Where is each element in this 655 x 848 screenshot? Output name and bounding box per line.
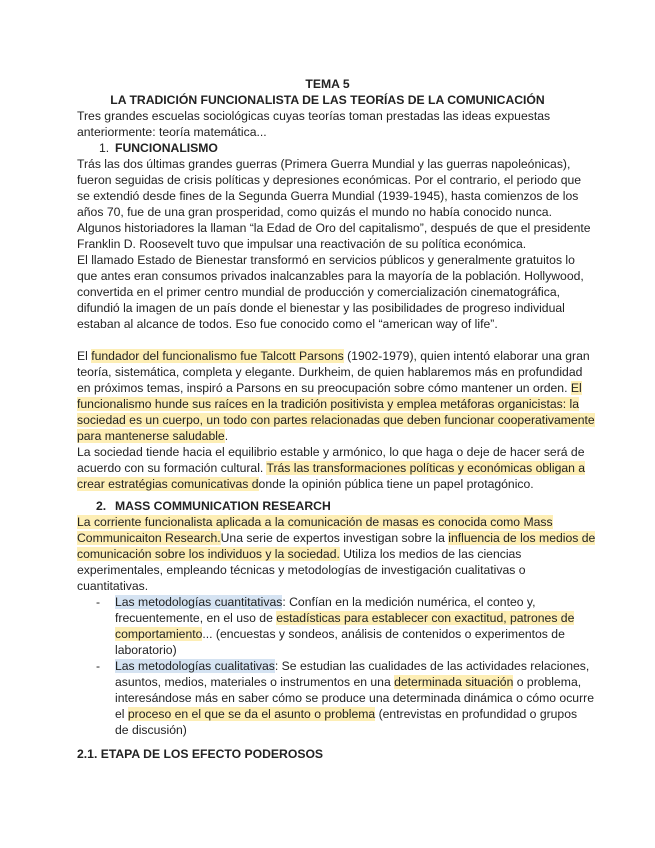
highlight-yellow: Communicaiton Research. bbox=[77, 531, 221, 545]
section21-heading: 2.1. ETAPA DE LOS EFECTO PODEROSOS bbox=[77, 747, 324, 761]
highlight-yellow: para mantenerse saludable bbox=[77, 429, 225, 443]
s2-line-2 bbox=[77, 530, 595, 546]
s1-p2-line-2: teoría, sistemática, completa y elegante. Durkheim, de quien hablaremos más en profundidad bbox=[77, 365, 583, 379]
doc-subtitle: LA TRADICIÓN FUNCIONALISTA DE LAS TEORÍAS DE LA COMUNICACIÓN bbox=[110, 93, 545, 107]
s1-p1-line-7: El llamado Estado de Bienestar transformó en servicios públicos y generalmente gratuitos lo bbox=[77, 253, 575, 267]
s1-p1-line-5: Algunos historiadores la llaman “la Edad de Oro del capitalismo”, después de que el presidente bbox=[77, 221, 591, 235]
s1-p2-line-7: La sociedad tiende hacia el equilibrio estable y armónico, lo que haga o deje de hacer será de bbox=[77, 445, 585, 459]
s1-p2-line-6 bbox=[77, 428, 228, 444]
text-run: El bbox=[77, 349, 92, 363]
highlight-blue: Las metodologías cuantitativas bbox=[115, 595, 283, 609]
b2-line-2 bbox=[115, 674, 581, 690]
b1-line-2 bbox=[115, 610, 574, 626]
s1-p1-line-1: Trás las dos últimas grandes guerras (Primera Guerra Mundial y las guerras napoleónicas), bbox=[77, 157, 571, 171]
b2-line-5: de discusión) bbox=[115, 723, 187, 737]
section1-number: 1. bbox=[99, 141, 110, 155]
section1-heading: FUNCIONALISMO bbox=[115, 141, 218, 155]
section2-heading: MASS COMMUNICATION RESEARCH bbox=[115, 499, 331, 513]
s1-p1-line-10: difundió la imagen de un país donde el bienestar y las posibilidades de progreso individual bbox=[77, 301, 565, 315]
highlight-yellow: determinada situación bbox=[394, 675, 514, 689]
text-run: Utiliza los medios de las ciencias bbox=[339, 547, 522, 561]
b2-line-4 bbox=[115, 706, 577, 722]
s1-p1-line-3: se extendió desde fines de la Segunda Guerra Mundial (1939-1945), hasta comienzos de los bbox=[77, 189, 579, 203]
intro-line-1: Tres grandes escuelas sociológicas cuyas teorías toman prestadas las ideas expuestas bbox=[77, 109, 551, 123]
highlight-yellow: estadísticas para establecer con exactitud, patrones de bbox=[276, 611, 575, 625]
b1-line-1 bbox=[115, 594, 535, 610]
s1-p2-line-9 bbox=[77, 476, 534, 492]
doc-title: TEMA 5 bbox=[305, 77, 350, 91]
text-run: frecuentemente, en el uso de bbox=[115, 611, 277, 625]
text-run: o problema, bbox=[513, 675, 582, 689]
text-run: el bbox=[115, 707, 128, 721]
text-run: : Confían en la medición numérica, el conteo y, bbox=[282, 595, 536, 609]
highlight-yellow: Trás las transformaciones políticas y económicas obligan a bbox=[266, 461, 586, 475]
s1-p1-line-9: convertida en el primer centro mundial de producción y comercialización cinematográfica, bbox=[77, 285, 560, 299]
text-run: en próximos temas, inspiró a Parsons en su preocupación sobre cómo mantener un orden. bbox=[77, 381, 571, 395]
highlight-yellow: sociedad es un cuerpo, un todo con partes relacionadas que deben funcionar cooperativamente bbox=[77, 413, 595, 427]
text-run: asuntos, medios, materiales o instrumentos en una bbox=[115, 675, 395, 689]
s2-line-5: cuantitativas. bbox=[77, 579, 149, 593]
text-run: : Se estudian las cualidades de las actividades relaciones, bbox=[274, 659, 590, 673]
highlight-yellow: proceso en el que se da el asunto o problema bbox=[127, 707, 376, 721]
b2-line-3: interesándose más en saber cómo se produce una determinada dinámica o cómo ocurre bbox=[115, 691, 594, 705]
text-run: onde la opinión pública tiene un papel protagónico. bbox=[258, 477, 534, 491]
s1-p1-line-4: años 70, fue de una gran prosperidad, como quizás el mundo no había conocido nunca. bbox=[77, 205, 552, 219]
text-run: (1902-1979), quien intentó elaborar una gran bbox=[343, 349, 590, 363]
bullet-marker: - bbox=[96, 595, 101, 609]
bullet-marker: - bbox=[96, 659, 101, 673]
b2-line-1 bbox=[115, 658, 589, 674]
s1-p2-line-5 bbox=[77, 412, 595, 428]
s2-line-3 bbox=[77, 546, 521, 562]
highlight-yellow: influencia de los medios de bbox=[448, 531, 596, 545]
text-run: . bbox=[224, 429, 229, 443]
s1-p1-line-11: estaban al alcance de todos. Eso fue conocido como el “american way of life”. bbox=[77, 317, 498, 331]
highlight-yellow: funcionalismo hunde sus raíces en la tradición positivista y emplea metáforas organicistas: la bbox=[77, 397, 579, 411]
section2-number: 2. bbox=[96, 499, 107, 513]
text-run: acuerdo con su formación cultural. bbox=[77, 461, 267, 475]
highlight-yellow: crear estratégias comunicativas d bbox=[77, 477, 259, 491]
highlight-yellow: comportamiento bbox=[115, 627, 203, 641]
highlight-yellow: fundador del funcionalismo fue Talcott Parsons bbox=[91, 349, 344, 363]
intro-line-2: anteriormente: teoría matemática... bbox=[77, 125, 267, 139]
highlight-yellow: La corriente funcionalista aplicada a la comunicación de masas es conocida como Mass bbox=[77, 515, 553, 529]
s1-p2-line-8 bbox=[77, 460, 585, 476]
b1-line-4: laboratorio) bbox=[115, 643, 177, 657]
highlight-yellow: El bbox=[570, 381, 582, 395]
s1-p2-line-4 bbox=[77, 396, 579, 412]
s1-p1-line-2: fueron seguidas de crisis políticas y depresiones económicas. Por el contrario, el periodo que bbox=[77, 173, 582, 187]
text-run: ... (encuestas y sondeos, análisis de contenidos o experimentos de bbox=[202, 627, 565, 641]
s1-p2-line-3 bbox=[77, 380, 582, 396]
s2-line-1 bbox=[77, 514, 553, 530]
s2-line-4: experimentales, empleando técnicas y metodologías de investigación cualitativas o bbox=[77, 563, 526, 577]
highlight-yellow: comunicación sobre los individuos y la sociedad. bbox=[77, 547, 340, 561]
text-run: (entrevistas en profundidad o grupos bbox=[375, 707, 578, 721]
highlight-blue: Las metodologías cualitativas bbox=[115, 659, 275, 673]
s1-p1-line-8: que antes eran consumos privados inalcanzables para la mayoría de la población. Hollywood, bbox=[77, 269, 584, 283]
s1-p1-line-6: Franklin D. Roosevelt tuvo que impulsar una reactivación de su política económica. bbox=[77, 237, 527, 251]
text-run: Una serie de expertos investigan sobre la bbox=[220, 531, 449, 545]
s1-p2-line-1 bbox=[77, 348, 590, 364]
b1-line-3 bbox=[115, 626, 565, 642]
